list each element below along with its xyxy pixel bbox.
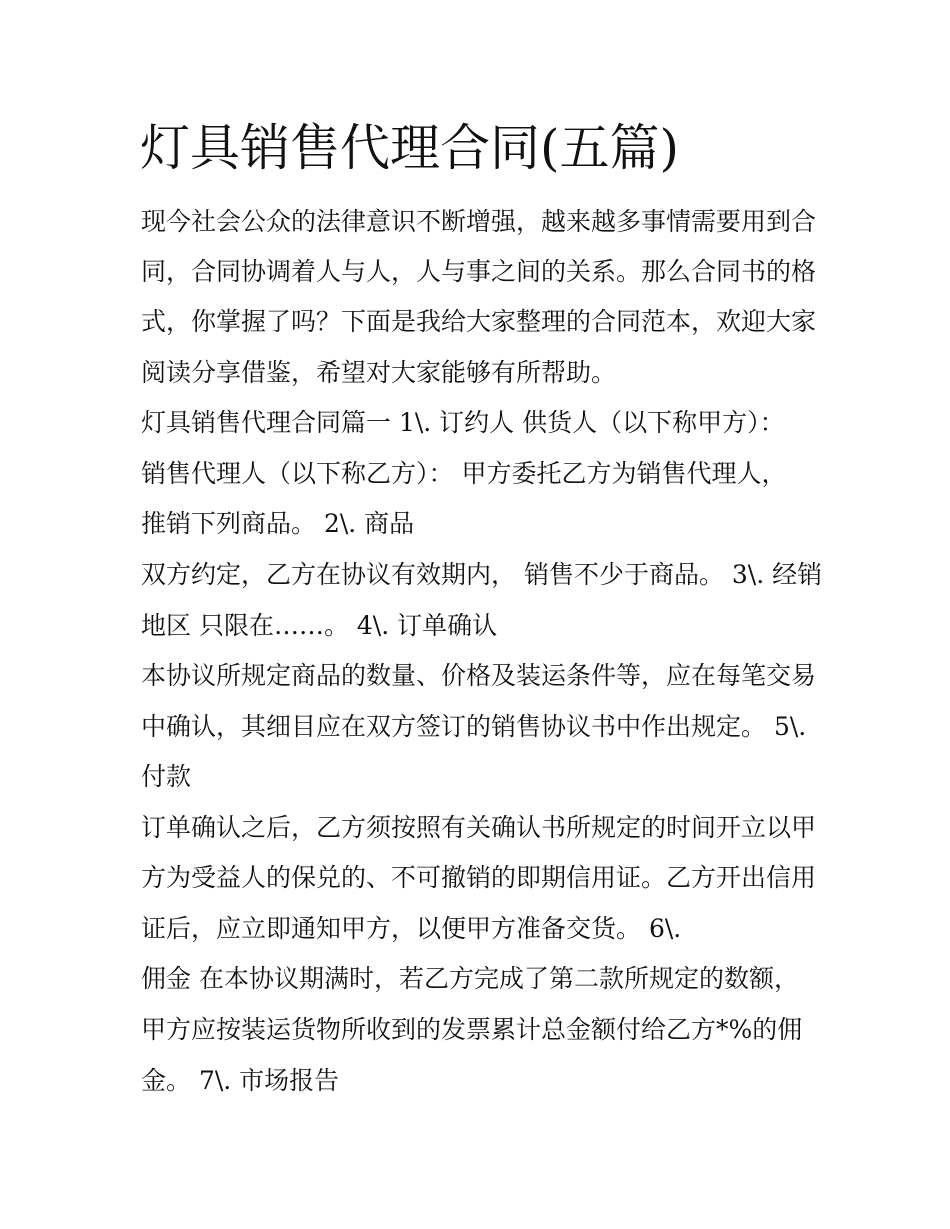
paragraph-line: 同，合同协调着人与人，人与事之间的关系。那么合同书的格 bbox=[141, 257, 817, 286]
paragraph-line: 灯具销售代理合同篇一 1\. 订约人 供货人（以下称甲方）： bbox=[141, 408, 785, 437]
document-title: 灯具销售代理合同(五篇) bbox=[140, 119, 680, 177]
paragraph-line: 式，你掌握了吗？下面是我给大家整理的合同范本，欢迎大家 bbox=[141, 307, 817, 336]
paragraph-line: 甲方应按装运货物所收到的发票累计总金额付给乙方*%的佣 bbox=[141, 1015, 803, 1044]
paragraph-line: 双方约定，乙方在协议有效期内， 销售不少于商品。 3\. 经销 bbox=[141, 560, 823, 589]
paragraph-line: 证后，应立即通知甲方，以便甲方准备交货。 6\. bbox=[141, 914, 682, 943]
paragraph-line: 销售代理人（以下称乙方）： 甲方委托乙方为销售代理人， bbox=[141, 459, 787, 488]
paragraph-line: 方为受益人的保兑的、不可撤销的即期信用证。乙方开出信用 bbox=[141, 863, 817, 892]
paragraph-line: 付款 bbox=[141, 762, 192, 791]
paragraph-line: 订单确认之后，乙方须按照有关确认书所规定的时间开立以甲 bbox=[141, 813, 817, 842]
paragraph-line: 现今社会公众的法律意识不断增强，越来越多事情需要用到合 bbox=[141, 207, 817, 236]
paragraph-line: 阅读分享借鉴，希望对大家能够有所帮助。 bbox=[141, 358, 617, 387]
paragraph-line: 本协议所规定商品的数量、价格及装运条件等，应在每笔交易 bbox=[141, 661, 817, 690]
paragraph-line: 地区 只限在……。 4\. 订单确认 bbox=[141, 611, 498, 640]
paragraph-line: 佣金 在本协议期满时，若乙方完成了第二款所规定的数额， bbox=[141, 964, 799, 993]
paragraph-line: 推销下列商品。 2\. 商品 bbox=[141, 509, 415, 538]
paragraph-line: 金。 7\. 市场报告 bbox=[141, 1066, 340, 1095]
paragraph-line: 中确认，其细目应在双方签订的销售协议书中作出规定。 5\. bbox=[141, 712, 807, 741]
